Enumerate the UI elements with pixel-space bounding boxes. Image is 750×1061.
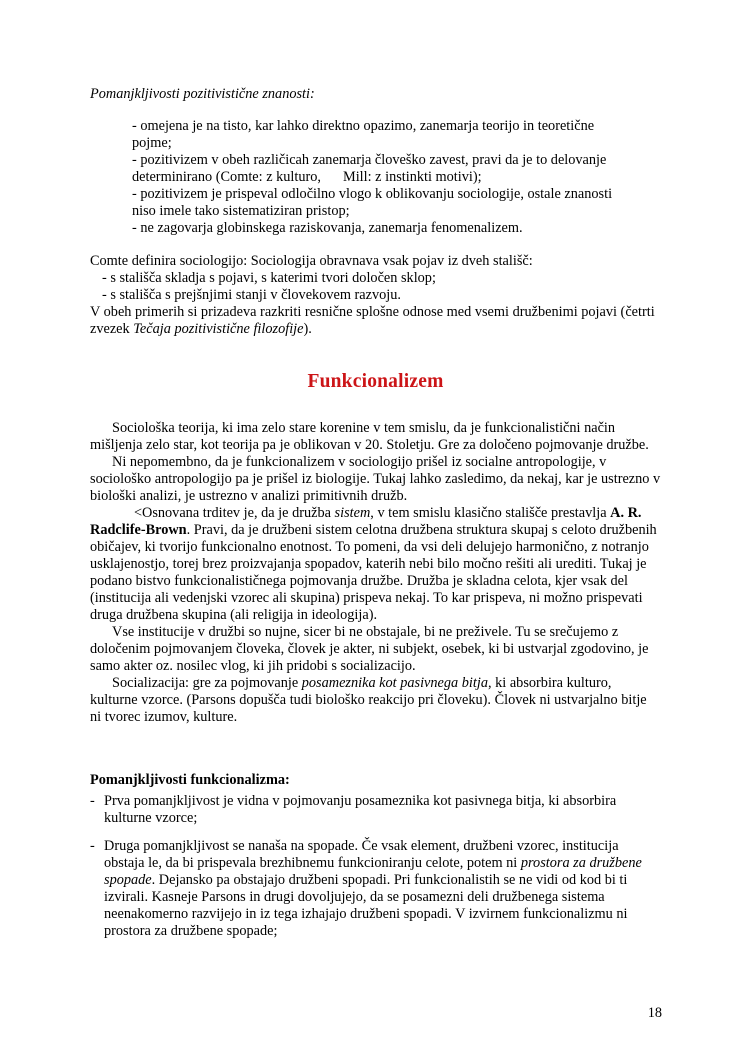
document-content <box>90 86 661 951</box>
paragraph-3 <box>90 505 661 624</box>
paragraph-5-italic: posameznika kot pasivnega bitja <box>301 675 488 691</box>
paragraph-3-post: . Pravi, da je družbeni sistem celotna družbena struktura skupaj s celoto družbenih običajev, ki tvorijo funkcionalno enotnost. To pomeni, da vsi deli delujejo harmonično, z notranjo usklajenostjo, torej brez proizvajanja spopadov, katerih nebi bilo močno rešiti ali urediti. Tukaj je podano bistvo funkcionalističnega pojmovanja družbe. Družba je skladna celota, kjer vsak del (institucija ali vedenjski vzorec ali skupina) prispeva nekaj. To kar prispeva, ni možno prispevati druga družbena skupina (ali religija in ideologija). <box>90 522 657 623</box>
list-item-text: Prva pomanjkljivost je vidna v pojmovanju posameznika kot pasivnega bitja, ki absorbira kulturne vzorce; <box>104 793 617 826</box>
functionalism-body <box>90 420 661 726</box>
list-item: - pozitivizem je prispeval odločilno vlogo k oblikovanju sociologije, ostale znanosti niso imele tako sistematiziran pristop; <box>132 186 613 219</box>
dash-marker: - <box>90 793 95 809</box>
paragraph-1: Sociološka teorija, ki ima zelo stare korenine v tem smislu, da je funkcionalistični način mišljenja zelo star, kot teorija pa je oblikovan v 20. Stoletju. Gre za določeno pojmovanje družbe. <box>90 420 649 453</box>
functionalism-flaws-list <box>90 793 661 940</box>
paragraph-3-bold-name: A. R. Radclife-Brown <box>90 505 642 538</box>
list-item-text-part2: Mill: z instinkti motivi); <box>343 169 482 185</box>
list-item-text-part1: - pozitivizem v obeh različicah zanemarja človeško zavest, pravi da je to delovanje determinirano (Comte: z kulturo, <box>132 152 607 185</box>
positivism-flaws-heading: Pomanjkljivosti pozitivistične znanosti: <box>90 86 315 102</box>
list-item-text-italic: prostora za družbene spopade <box>104 855 642 888</box>
comte-sub-item-1: - s stališča skladja s pojavi, s katerimi tvori določen sklop; <box>102 270 436 286</box>
comte-closing-post: ). <box>303 321 312 337</box>
comte-sub-item-2: - s stališča s prejšnjimi stanji v človekovem razvoju. <box>102 287 401 303</box>
list-item-text-post: . Dejansko pa obstajajo družbeni spopadi. Pri funkcionalistih se ne vidi od kod bi ti izvirali. Kasneje Parsons in drugi dovoljujejo, da se posamezni deli družbenega sistema neenakomerno razvijejo in iz tega izhajajo družbeni spopadi. V izvirnem funkcionalizmu ni prostora za družbene spopade; <box>104 872 628 939</box>
paragraph-5-post: , ki absorbira kulturo, kulturne vzorce. (Parsons dopušča tudi biološko reakcijo pri človeku). Človek ni ustvarjalno bitje ni tvorec izumov, kulture. <box>90 675 647 725</box>
list-item: - ne zagovarja globinskega raziskovanja, zanemarja fenomenalizem. <box>132 220 523 236</box>
paragraph-3-mid: , v tem smislu klasično stališče prestavlja <box>370 505 611 521</box>
positivism-flaws-list <box>132 118 637 237</box>
list-item <box>90 838 661 940</box>
page-number: 18 <box>647 1005 662 1021</box>
comte-closing-pre: V obeh primerih si prizadeva razkriti resnične splošne odnose med vsemi družbenimi pojavi (četrti zvezek <box>90 304 655 337</box>
paragraph-2: Ni nepomembno, da je funkcionalizem v sociologijo prišel iz socialne antropologije, v sociološko antropologijo pa je prišel iz biologije. Tukaj lahko zasledimo, da nekaj, kar je ustrezno v biološki analizi, je ustrezno v analizi primitivnih družb. <box>90 454 661 504</box>
comte-definition-block <box>90 253 661 338</box>
comte-closing-title-italic: Tečaja pozitivistične filozofije <box>133 321 304 337</box>
comte-closing-paragraph <box>90 304 661 338</box>
list-item <box>132 152 637 186</box>
paragraph-5-pre: Socializacija: gre za pojmovanje <box>112 675 302 691</box>
list-item: - omejena je na tisto, kar lahko direktno opazimo, zanemarja teorijo in teoretične pojme; <box>132 118 595 151</box>
functionalism-flaws-section <box>90 772 661 940</box>
comte-lead-line: Comte definira sociologijo: Sociologija obravnava vsak pojav iz dveh stališč: <box>90 253 533 269</box>
list-item-text-pre: Druga pomanjkljivost se nanaša na spopade. Če vsak element, družbeni vzorec, institucija obstaja le, da bi prispevala brezhibnemu funkcioniranju celote, potem ni <box>104 838 619 871</box>
list-item <box>90 793 661 827</box>
paragraph-5 <box>90 675 661 726</box>
angle-bracket-marker: < <box>134 505 143 521</box>
functionalism-flaws-heading: Pomanjkljivosti funkcionalizma: <box>90 772 290 788</box>
page-title: Funkcionalizem <box>307 371 444 392</box>
paragraph-3-italic: sistem <box>334 505 371 521</box>
paragraph-3-pre: Osnovana trditev je, da je družba <box>142 505 335 521</box>
paragraph-4: Vse institucije v družbi so nujne, sicer bi ne obstajale, bi ne preživele. Tu se srečujemo z določenim pojmovanjem človeka, človek je akter, ni subjekt, osebek, ki bi ustvarjal zgodovino, je samo akter oz. nosilec vlog, ki jih pridobi s socializacijo. <box>90 624 649 674</box>
dash-marker: - <box>90 838 95 854</box>
